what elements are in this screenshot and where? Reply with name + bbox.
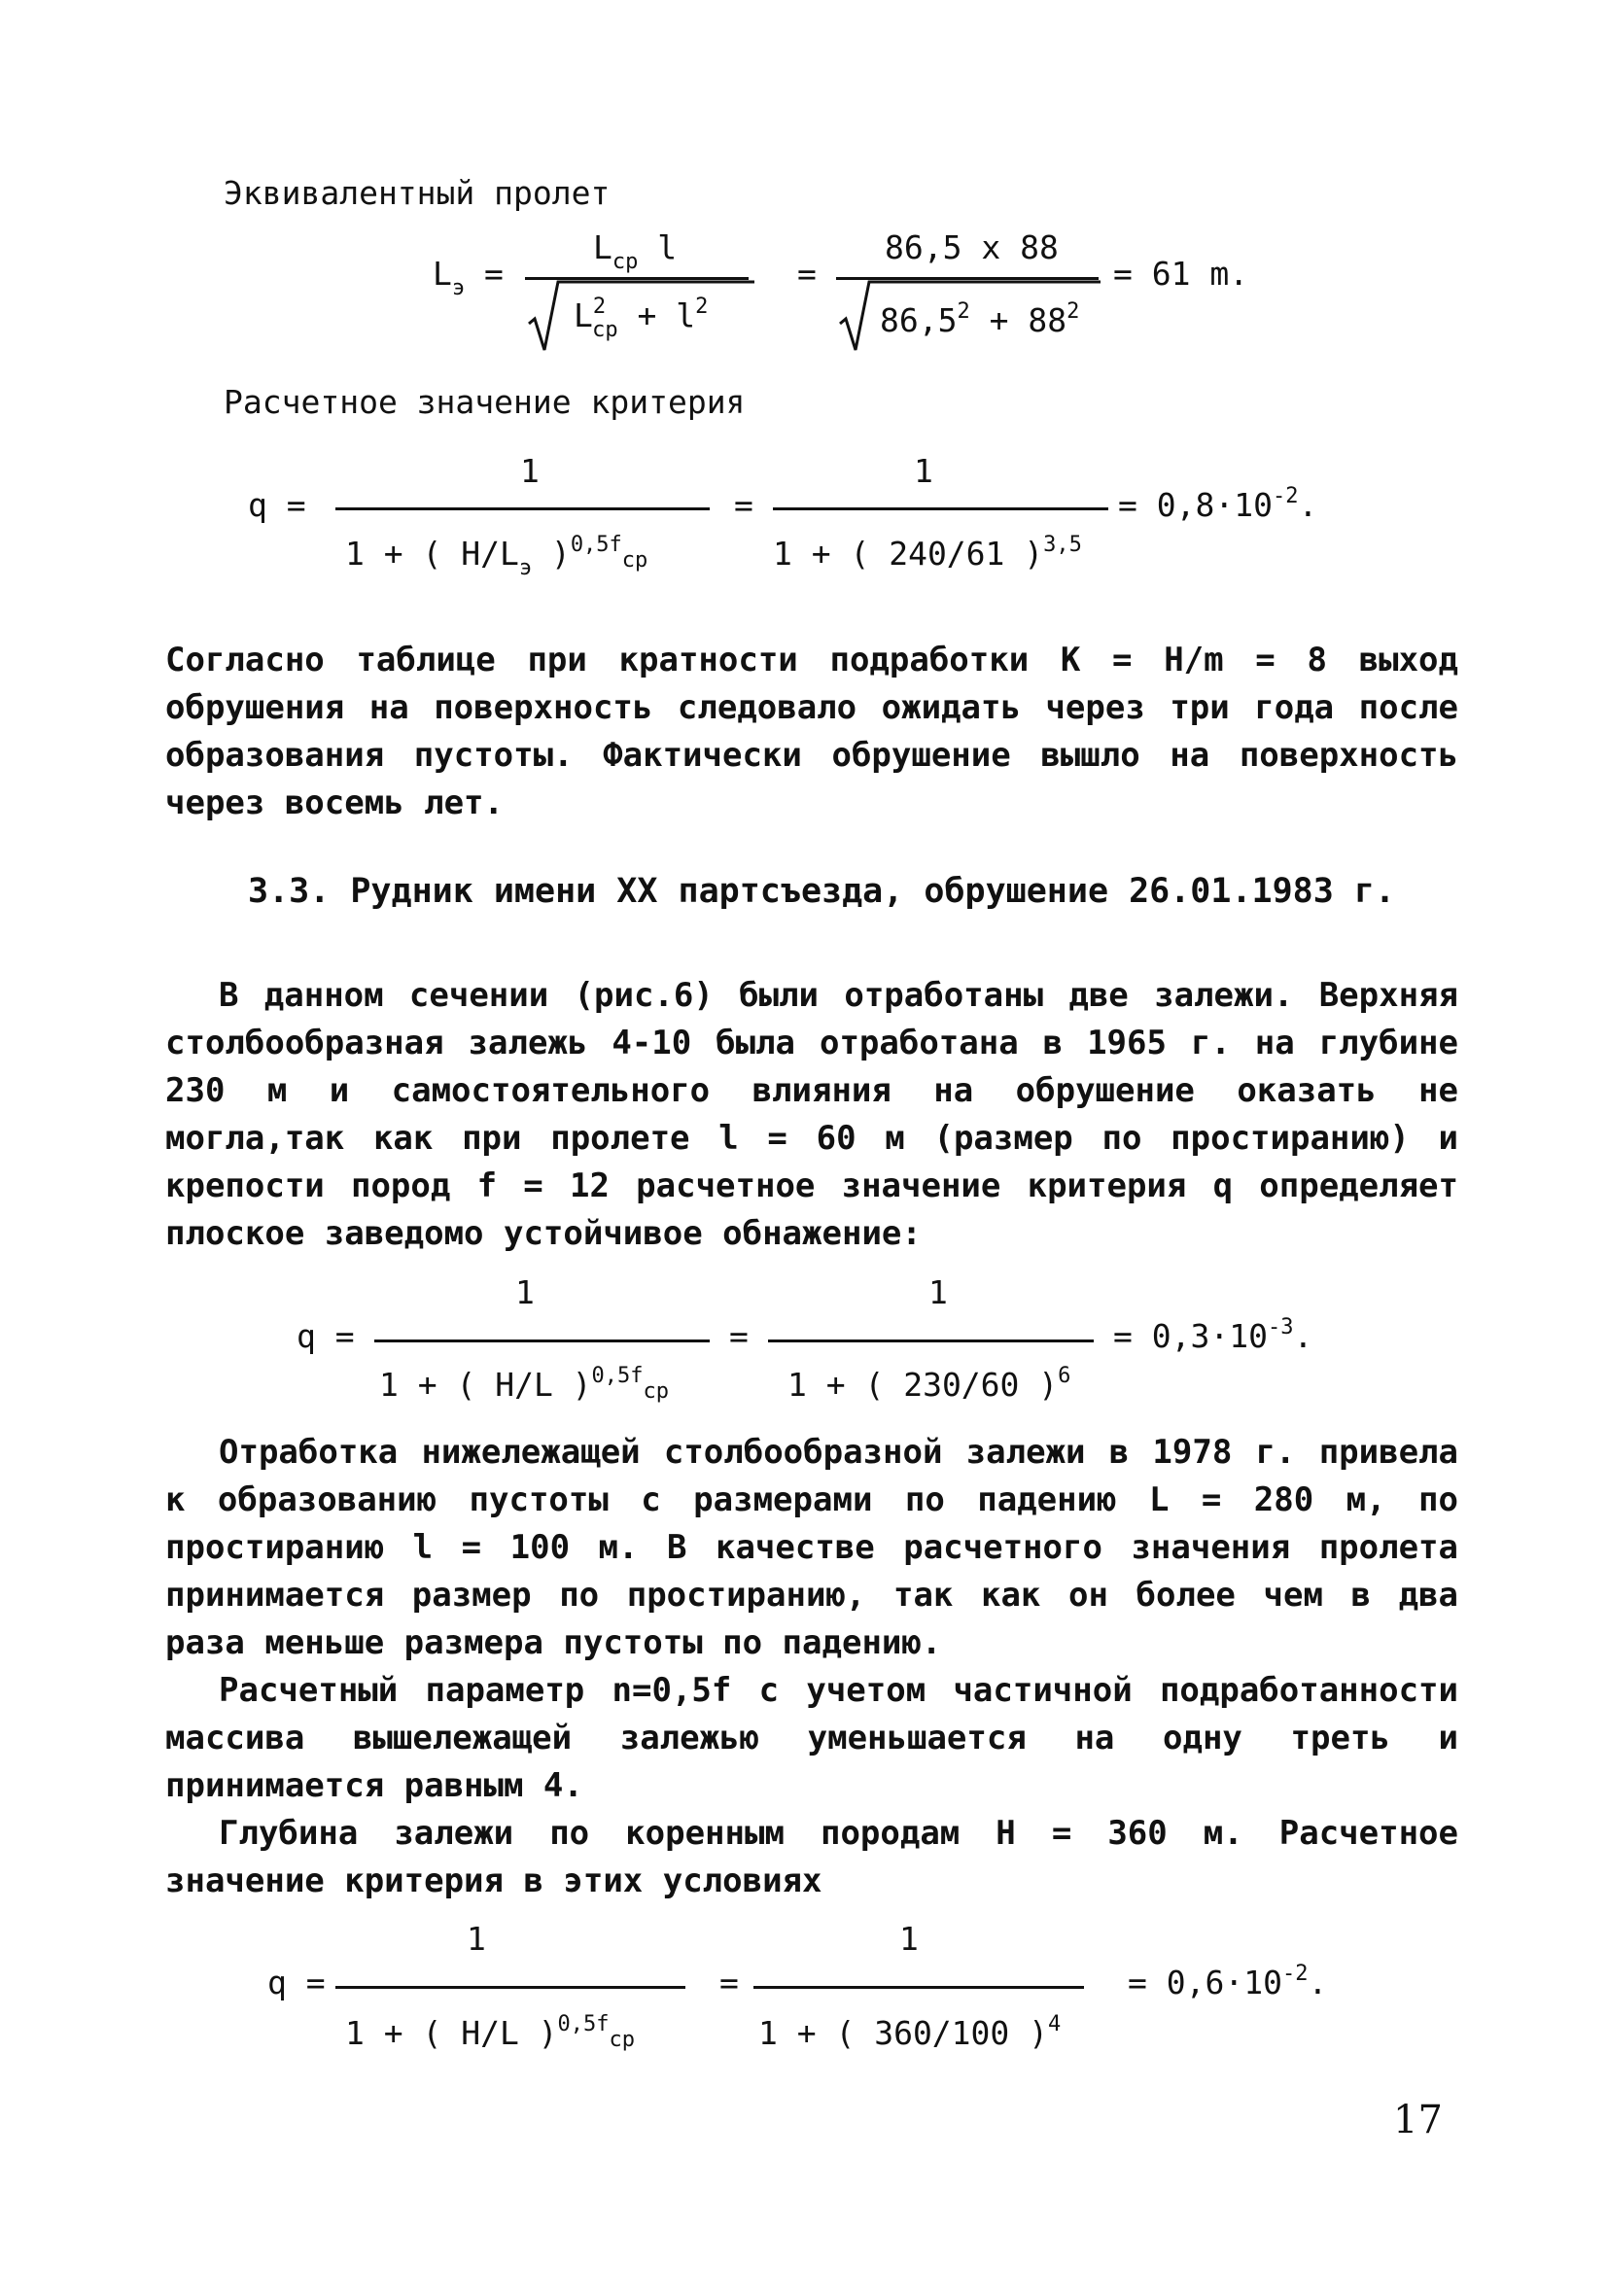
eq2-lhs: q = xyxy=(248,486,306,524)
criterion-label: Расчетное значение критерия xyxy=(224,383,746,421)
eq4-fraction-bar-1 xyxy=(335,1986,685,1989)
eq3-denominator-2: 1 + ( 230/60 )$^6$ xyxy=(787,1364,1071,1404)
eq2-denominator-2: 1 + ( 240/61 )$^{3,5}$ xyxy=(773,533,1082,573)
eq3-fraction-bar-2 xyxy=(768,1339,1094,1342)
paragraph-void-dimensions: Отработка нижележащей столбообразной залежи в 1978 г. привела к образованию пустоты с размерами по падению L = 280 м, по простиранию l = 100 м. В качестве расчетного значения пролета принимается размер по простиранию, так как он более чем в два раза меньше размера пустоты по падению. xyxy=(165,1433,1458,1662)
eq1-lhs: $L_э$ = xyxy=(433,255,504,300)
paragraph-depth: Глубина залежи по коренным породам H = 360 м. Расчетное значение критерия в этих условиях xyxy=(165,1814,1458,1900)
eq1-numerator-1: $L_{cp}$ l xyxy=(593,228,678,274)
eq4-numerator-1: 1 xyxy=(467,1920,486,1958)
eq3-denominator-1: 1 + ( H/L )$^{0,5f}$cp xyxy=(379,1364,670,1404)
eq3-lhs: q = xyxy=(297,1317,355,1355)
eq3-equals: = xyxy=(729,1317,749,1355)
eq1-denominator-2: $86,5^2 + 88^2$ xyxy=(880,299,1080,339)
eq2-result: = $0,8\cdot 10^{-2}$. xyxy=(1118,484,1318,524)
eq2-fraction-bar-1 xyxy=(335,507,710,510)
eq1-result: = 61 m. xyxy=(1113,255,1249,293)
eq4-result: = $0,6\cdot 10^{-2}$. xyxy=(1128,1962,1328,2001)
eq4-denominator-2: 1 + ( 360/100 )$^4$ xyxy=(758,2012,1062,2052)
eq2-equals: = xyxy=(734,486,753,524)
page-number: 17 xyxy=(1393,2098,1443,2142)
eq3-result: = $0,3\cdot 10^{-3}$. xyxy=(1113,1315,1313,1355)
paragraph-calculation-parameter: Расчетный параметр n=0,5f с учетом частичной подработанности массива вышележащей залежью уменьшается на одну треть и принимается равным 4. xyxy=(165,1671,1458,1805)
eq1-denominator-1: $L^2_{cp} + l^2$ xyxy=(574,295,709,342)
section-heading: 3.3. Рудник имени XX партсъезда, обрушение 26.01.1983 г. xyxy=(248,872,1396,911)
equivalent-span-label: Эквивалентный пролет xyxy=(224,174,611,212)
eq4-denominator-1: 1 + ( H/L )$^{0,5f}$cp xyxy=(345,2012,636,2052)
eq4-fraction-bar-2 xyxy=(753,1986,1084,1989)
eq2-numerator-1: 1 xyxy=(520,452,540,490)
eq2-denominator-1: 1 + ( $H/L_э$ )$^{0,5f}$cp xyxy=(345,533,648,580)
eq3-numerator-1: 1 xyxy=(515,1273,535,1311)
eq3-fraction-bar-1 xyxy=(374,1339,710,1342)
eq4-numerator-2: 1 xyxy=(899,1920,919,1958)
eq1-equals: = xyxy=(797,255,817,293)
eq2-numerator-2: 1 xyxy=(914,452,933,490)
eq4-equals: = xyxy=(719,1964,739,2001)
paragraph-section-description: В данном сечении (рис.6) были отработаны две залежи. Верхняя столбообразная залежь 4-10 была отработана в 1965 г. на глубине 230 м и самостоятельного влияния на обрушение оказать не могла,так как при пролете l = 60 м (размер по простиранию) и крепости пород f = 12 расчетное значение критерия q определяет плоское заведомо устойчивое обнажение: xyxy=(165,976,1458,1253)
eq4-lhs: q = xyxy=(267,1964,326,2001)
eq2-fraction-bar-2 xyxy=(773,507,1108,510)
eq1-numerator-2: 86,5 x 88 xyxy=(885,228,1059,266)
paragraph-subsidence-timing: Согласно таблице при кратности подработки K = H/m = 8 выход обрушения на поверхность следовало ожидать через три года после образования пустоты. Фактически обрушение вышло на поверхность через восемь лет. xyxy=(165,641,1458,822)
eq3-numerator-2: 1 xyxy=(928,1273,948,1311)
